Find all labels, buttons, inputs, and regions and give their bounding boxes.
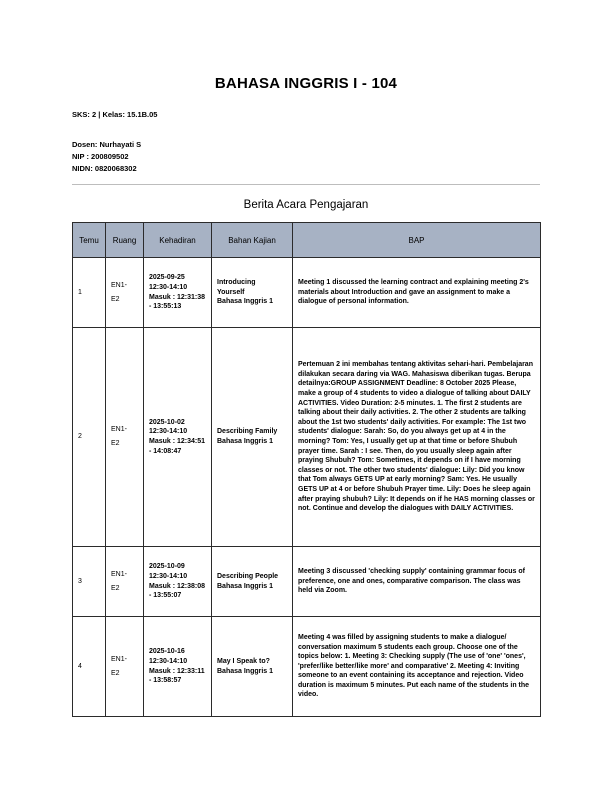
topic-line: Describing Family [217,428,278,436]
divider [72,184,540,185]
row-ruang [106,617,144,717]
row-bap: Pertemuan 2 ini membahas tentang aktivitas sehari-hari. Pembelajaran dilakukan secara daring via WAG. Mahasiswa diberikan tugas. Berupa detailnya:GROUP ASSIGNMENT Deadline: 8 October 2025 Please, make a group of 4 students to video a dialogue of talking about DAILY ACTIVITIES. Video Duration: 2-5 minutes. 1. The first 2 students are talking about their daily activities. 2. The other 2 students are talking about the 1st two students' daily activities. For example: The 1st two students' dialogue: Sarah: So, do you always get up at 4 in the morning? Tom: Yes, I usually get up at that time or before Shubuh prayer time. Sarah : I see. Then, do you usually sleep again after praying Shubuh? Tom: Sometimes, it depends on if I have morning classes or not. The other two students' dialogue: Lily: Did you know that Tom always GETS UP at early morning? Sam: Yes. He usually GETS UP at 4 or before Shubuh Prayer time. Lily: Does he sleep again after praying shubuh? Lily: It depends on if he HAS morning classes or not. Continue and develop the dialogues with DAILY ACTIVITIES. [293,328,541,547]
lecturer-nip: NIP : 200809502 [72,152,129,161]
attendance-in: Masuk : 12:38:08 [149,582,206,590]
topic-line: Introducing [217,279,256,287]
row-temu: 1 [73,258,106,328]
header-bap: BAP [293,223,541,258]
attendance-time: 12:30-14:10 [149,657,188,665]
topic-line: Bahasa Inggris 1 [217,298,274,306]
room-line: E2 [111,440,120,447]
room-line: EN1- [111,570,127,578]
attendance-time: 12:30-14:10 [149,428,188,436]
row-ruang [106,258,144,328]
topic-line: May I Speak to? [217,657,270,665]
attendance-out: - 13:55:07 [149,592,182,600]
attendance-date: 2025-10-02 [149,418,185,426]
document-title: BAHASA INGGRIS I - 104 [214,75,398,92]
attendance-in: Masuk : 12:34:51 [149,438,206,445]
attendance-date: 2025-10-16 [149,648,185,656]
room-line: EN1- [111,426,127,433]
attendance-in: Masuk : 12:33:11 [149,667,205,675]
attendance-in: Masuk : 12:31:38 [149,293,206,301]
header-temu: Temu [73,223,106,258]
attendance-date: 2025-09-25 [149,274,185,282]
row-bahan-kajian [212,328,293,547]
row-kehadiran [144,258,212,328]
table-row [73,547,541,617]
header-bahan-kajian: Bahan Kajian [212,223,293,258]
attendance-date: 2025-10-09 [149,563,185,571]
row-temu: 2 [73,328,106,547]
section-title: Berita Acara Pengajaran [243,199,369,211]
room-line: EN1- [111,655,127,663]
attendance-time: 12:30-14:10 [149,283,188,291]
topic-line: Bahasa Inggris 1 [217,667,274,675]
room-line: E2 [111,669,120,677]
room-line: E2 [111,584,120,592]
attendance-out: - 13:58:57 [149,677,182,685]
row-kehadiran [144,617,212,717]
attendance-out: - 14:08:47 [149,447,182,455]
lecturer-nidn: NIDN: 0820068302 [72,164,137,173]
header-ruang: Ruang [106,223,144,258]
row-bap: Meeting 1 discussed the learning contract and explaining meeting 2's materials about Introduction and gave an assignment to make a dialogue of personal information. [293,258,541,328]
lecturer-name: Dosen: Nurhayati S [72,140,142,149]
sks-class-line: SKS: 2 | Kelas: 15.1B.05 [72,110,158,119]
table-row [73,328,541,547]
table-row [73,617,541,717]
topic-line: Bahasa Inggris 1 [217,438,274,445]
table-row [73,258,541,328]
table-header-row [73,223,541,258]
room-line: E2 [111,295,120,303]
row-bap: Meeting 3 discussed 'checking supply' containing grammar focus of preference, one and ones, comparative comparison. The class was held via Zoom. [293,547,541,617]
row-ruang [106,328,144,547]
row-temu: 3 [73,547,106,617]
bap-table [72,222,541,717]
header-kehadiran: Kehadiran [144,223,212,258]
row-kehadiran [144,328,212,547]
row-bap: Meeting 4 was filled by assigning students to make a dialogue/ conversation maximum 5 students each group. Choose one of the topics below: 1. Meeting 3: Checking supply (The use of 'one' 'ones', 'prefer/like better/like more' and comparative' 2. Meeting 4: Inviting someone to an event containing its acceptance and rejection. Video duration is maximum 5 minutes. Put each name of the students in the video. [293,617,541,717]
row-ruang [106,547,144,617]
topic-line: Yourself [217,288,245,296]
room-line: EN1- [111,281,127,289]
row-bahan-kajian [212,547,293,617]
attendance-out: - 13:55:13 [149,303,182,311]
row-temu: 4 [73,617,106,717]
row-kehadiran [144,547,212,617]
row-bahan-kajian [212,617,293,717]
row-bahan-kajian [212,258,293,328]
attendance-time: 12:30-14:10 [149,572,188,580]
topic-line: Bahasa Inggris 1 [217,582,274,590]
topic-line: Describing People [217,572,279,580]
